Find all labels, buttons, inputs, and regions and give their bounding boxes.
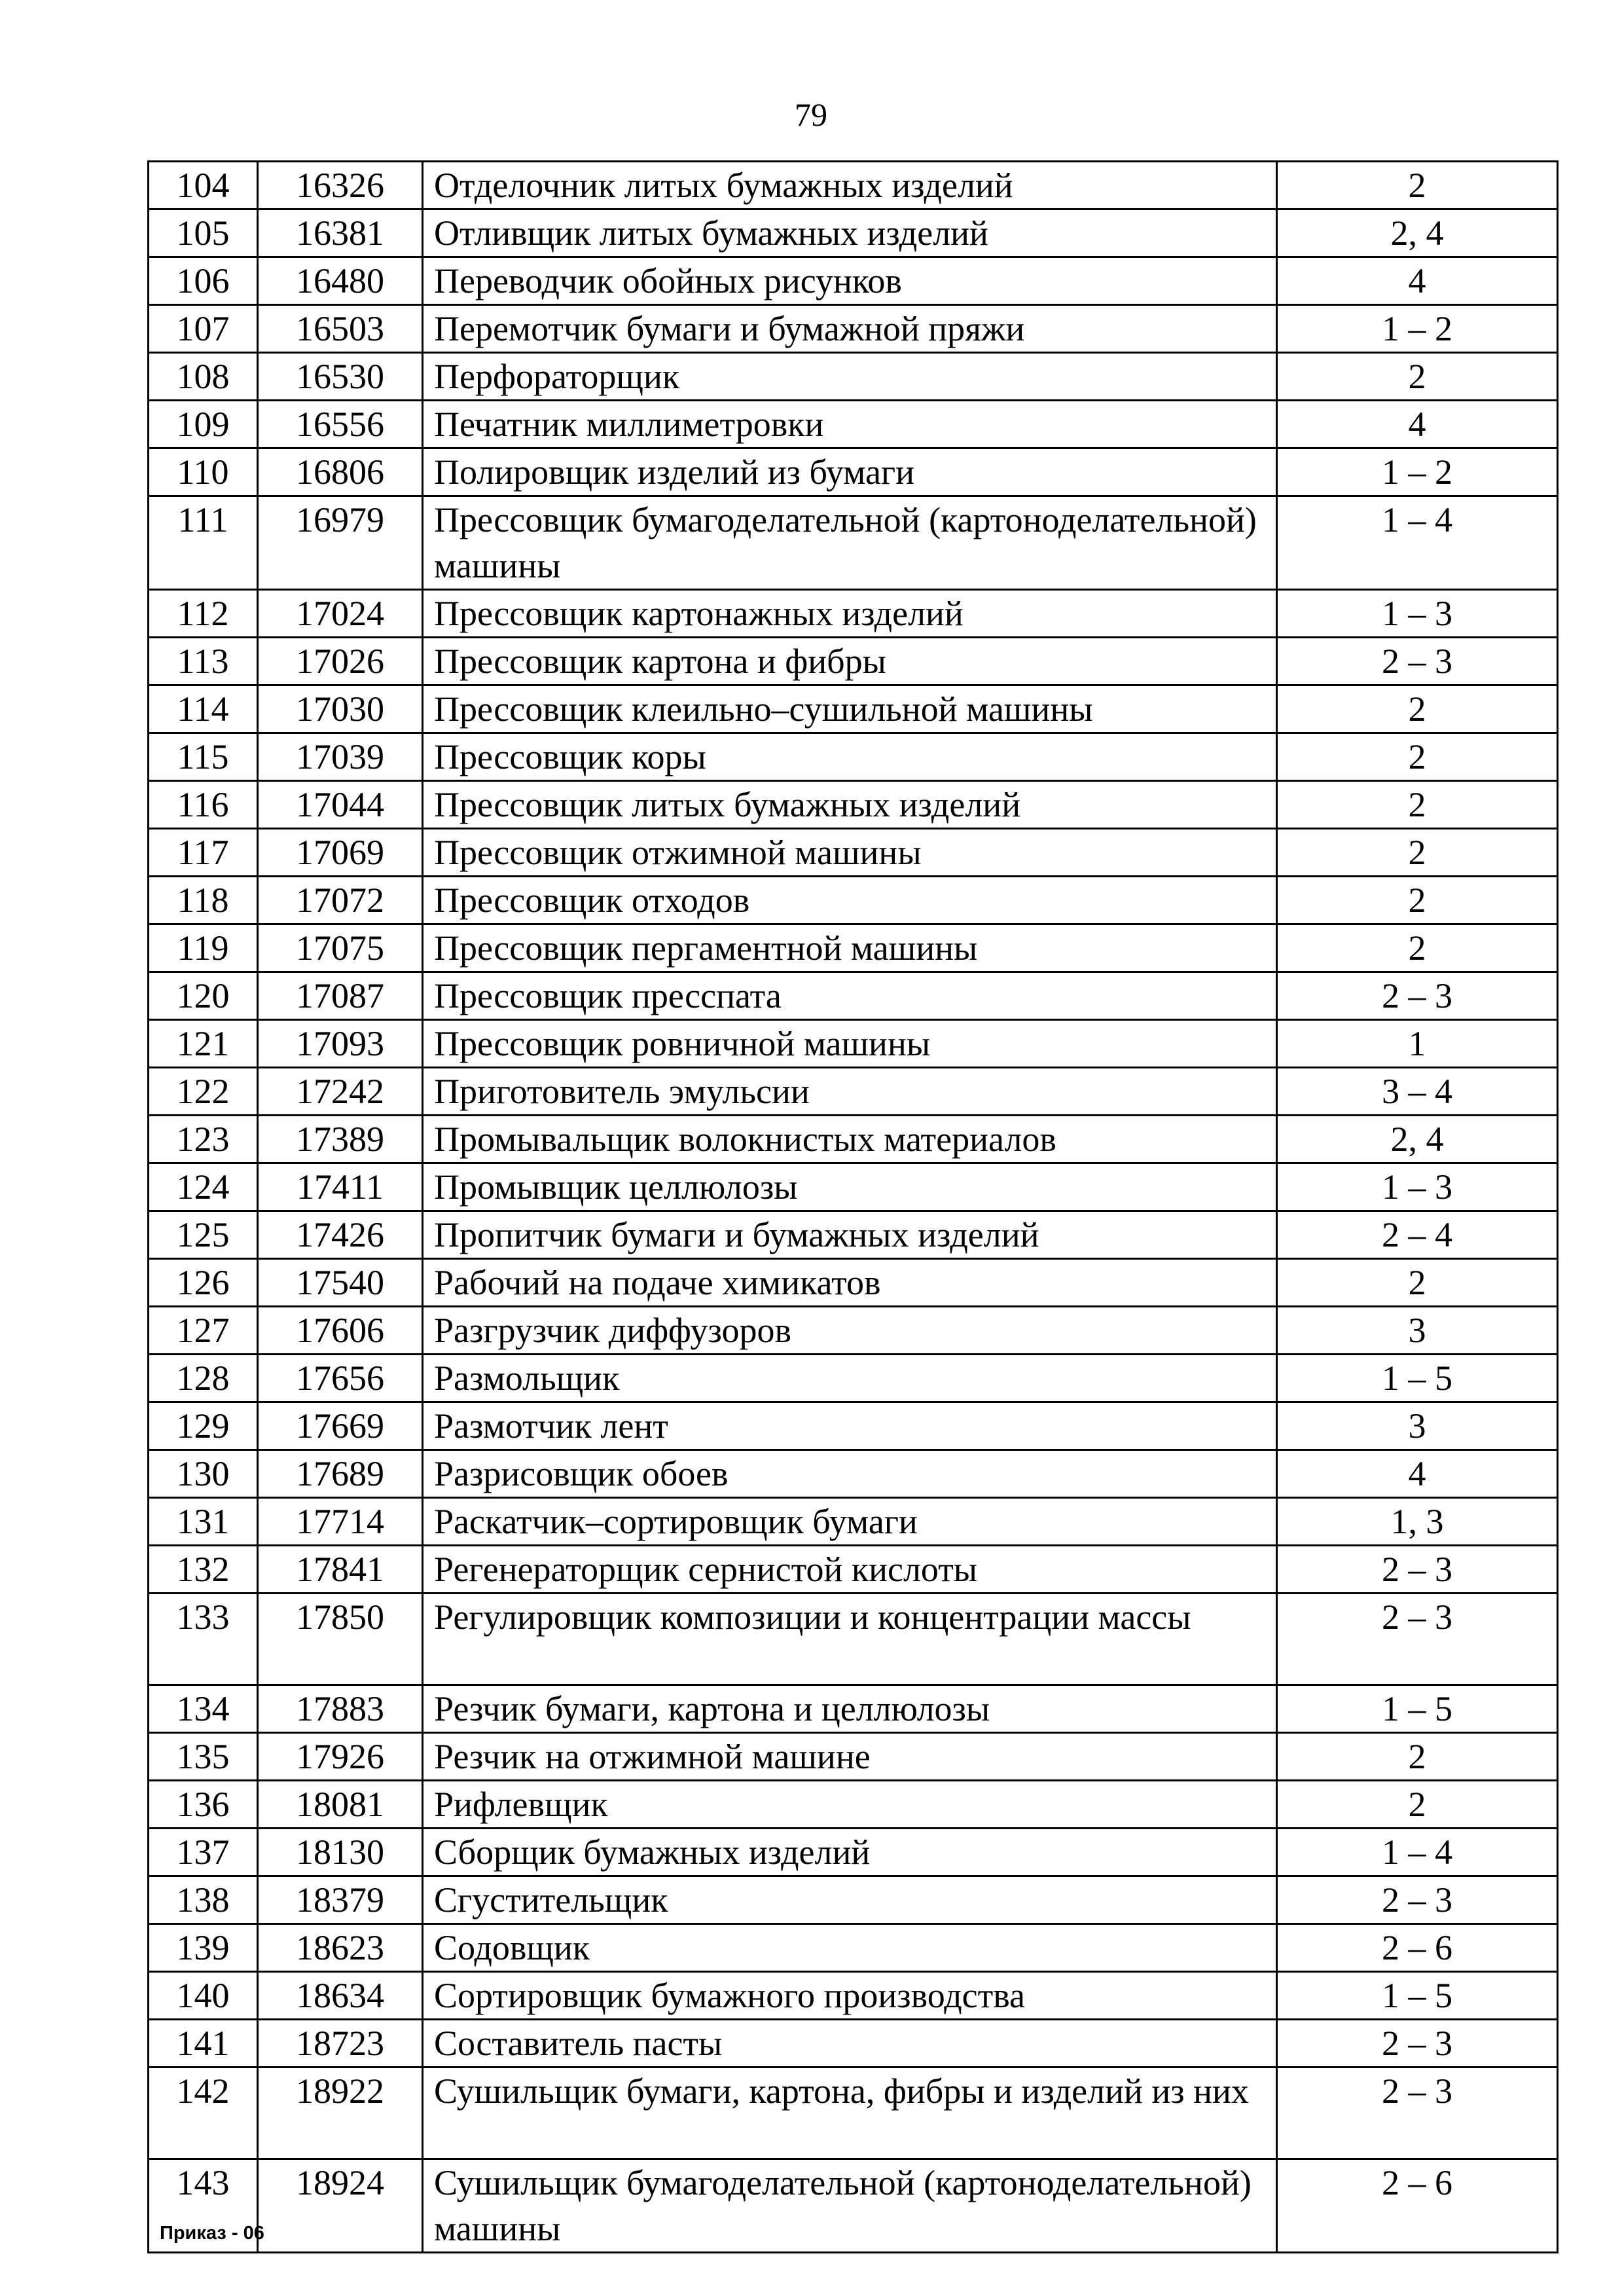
profession-name: Промывальщик волокнистых материалов <box>423 1116 1277 1163</box>
grade-range: 2 – 3 <box>1277 2020 1558 2068</box>
row-number: 139 <box>149 1924 258 1972</box>
row-number: 111 <box>149 496 258 590</box>
grade-range: 1 – 5 <box>1277 1972 1558 2020</box>
grade-range: 4 <box>1277 401 1558 448</box>
grade-range: 2 – 3 <box>1277 1876 1558 1924</box>
grade-range: 2 <box>1277 924 1558 972</box>
table-row <box>149 2020 1558 2068</box>
table-row <box>149 1546 1558 1594</box>
grade-range: 2 <box>1277 1781 1558 1829</box>
profession-code: 16326 <box>258 162 423 210</box>
table-row <box>149 1876 1558 1924</box>
grade-range: 1 – 3 <box>1277 590 1558 638</box>
profession-code: 17030 <box>258 685 423 733</box>
row-number: 132 <box>149 1546 258 1594</box>
row-number: 126 <box>149 1259 258 1307</box>
profession-code: 18922 <box>258 2068 423 2159</box>
grade-range: 1 – 2 <box>1277 448 1558 496</box>
row-number: 123 <box>149 1116 258 1163</box>
profession-name: Регулировщик композиции и концентрации массы <box>423 1594 1277 1685</box>
profession-code: 16381 <box>258 210 423 257</box>
table-row <box>149 257 1558 305</box>
row-number: 110 <box>149 448 258 496</box>
profession-code: 16530 <box>258 353 423 401</box>
profession-name: Переводчик обойных рисунков <box>423 257 1277 305</box>
grade-range: 2, 4 <box>1277 210 1558 257</box>
profession-name: Прессовщик отходов <box>423 877 1277 924</box>
table-row <box>149 781 1558 829</box>
row-number: 127 <box>149 1307 258 1355</box>
profession-code: 17689 <box>258 1450 423 1498</box>
profession-name: Прессовщик картонажных изделий <box>423 590 1277 638</box>
profession-code: 18634 <box>258 1972 423 2020</box>
profession-code: 17087 <box>258 972 423 1020</box>
profession-code: 16480 <box>258 257 423 305</box>
profession-code: 17024 <box>258 590 423 638</box>
profession-name: Прессовщик литых бумажных изделий <box>423 781 1277 829</box>
profession-name: Промывщик целлюлозы <box>423 1163 1277 1211</box>
profession-code: 16503 <box>258 305 423 353</box>
grade-range: 1 – 3 <box>1277 1163 1558 1211</box>
table-row <box>149 1450 1558 1498</box>
row-number: 116 <box>149 781 258 829</box>
profession-name: Резчик на отжимной машине <box>423 1733 1277 1781</box>
table-row <box>149 1829 1558 1876</box>
profession-name: Прессовщик коры <box>423 733 1277 781</box>
profession-code: 17242 <box>258 1068 423 1116</box>
table-row <box>149 305 1558 353</box>
table-row <box>149 353 1558 401</box>
profession-name: Регенераторщик сернистой кислоты <box>423 1546 1277 1594</box>
profession-code: 18924 <box>258 2159 423 2253</box>
table-row <box>149 162 1558 210</box>
row-number: 122 <box>149 1068 258 1116</box>
profession-name: Прессовщик картона и фибры <box>423 638 1277 685</box>
profession-code: 17714 <box>258 1498 423 1546</box>
profession-name: Отливщик литых бумажных изделий <box>423 210 1277 257</box>
grade-range: 2 – 3 <box>1277 2068 1558 2159</box>
grade-range: 2 – 3 <box>1277 1594 1558 1685</box>
row-number: 121 <box>149 1020 258 1068</box>
grade-range: 2 – 3 <box>1277 1546 1558 1594</box>
grade-range: 1 <box>1277 1020 1558 1068</box>
row-number: 114 <box>149 685 258 733</box>
table-row <box>149 1068 1558 1116</box>
row-number: 130 <box>149 1450 258 1498</box>
profession-name: Отделочник литых бумажных изделий <box>423 162 1277 210</box>
grade-range: 2 – 6 <box>1277 1924 1558 1972</box>
profession-name: Составитель пасты <box>423 2020 1277 2068</box>
grade-range: 2 <box>1277 162 1558 210</box>
profession-name: Резчик бумаги, картона и целлюлозы <box>423 1685 1277 1733</box>
grade-range: 3 <box>1277 1307 1558 1355</box>
profession-code: 17850 <box>258 1594 423 1685</box>
row-number: 124 <box>149 1163 258 1211</box>
grade-range: 2, 4 <box>1277 1116 1558 1163</box>
table-row <box>149 401 1558 448</box>
table-row <box>149 1498 1558 1546</box>
table-row <box>149 829 1558 877</box>
profession-code: 17072 <box>258 877 423 924</box>
profession-name: Разгрузчик диффузоров <box>423 1307 1277 1355</box>
profession-name: Размольщик <box>423 1355 1277 1402</box>
table-row <box>149 1020 1558 1068</box>
profession-code: 18130 <box>258 1829 423 1876</box>
table-row <box>149 496 1558 590</box>
profession-code: 18623 <box>258 1924 423 1972</box>
grade-range: 2 <box>1277 877 1558 924</box>
row-number: 118 <box>149 877 258 924</box>
row-number: 107 <box>149 305 258 353</box>
grade-range: 4 <box>1277 1450 1558 1498</box>
row-number: 137 <box>149 1829 258 1876</box>
grade-range: 1, 3 <box>1277 1498 1558 1546</box>
table-row <box>149 590 1558 638</box>
grade-range: 1 – 5 <box>1277 1685 1558 1733</box>
row-number: 143 <box>149 2159 258 2253</box>
row-number: 105 <box>149 210 258 257</box>
grade-range: 2 – 3 <box>1277 638 1558 685</box>
profession-name: Прессовщик клеильно–сушильной машины <box>423 685 1277 733</box>
row-number: 109 <box>149 401 258 448</box>
profession-code: 17883 <box>258 1685 423 1733</box>
profession-name: Печатник миллиметровки <box>423 401 1277 448</box>
grade-range: 2 <box>1277 685 1558 733</box>
profession-code: 17540 <box>258 1259 423 1307</box>
profession-name: Рабочий на подаче химикатов <box>423 1259 1277 1307</box>
profession-code: 17075 <box>258 924 423 972</box>
grade-range: 2 <box>1277 1733 1558 1781</box>
profession-code: 18723 <box>258 2020 423 2068</box>
profession-code: 18081 <box>258 1781 423 1829</box>
table-row <box>149 2159 1558 2253</box>
profession-name: Прессовщик пресспата <box>423 972 1277 1020</box>
profession-name: Приготовитель эмульсии <box>423 1068 1277 1116</box>
profession-name: Сборщик бумажных изделий <box>423 1829 1277 1876</box>
table-row <box>149 1355 1558 1402</box>
table-row <box>149 924 1558 972</box>
grade-range: 2 – 4 <box>1277 1211 1558 1259</box>
table-row <box>149 1402 1558 1450</box>
grade-range: 2 <box>1277 829 1558 877</box>
profession-code: 16806 <box>258 448 423 496</box>
row-number: 140 <box>149 1972 258 2020</box>
table-row <box>149 448 1558 496</box>
table-row <box>149 210 1558 257</box>
row-number: 125 <box>149 1211 258 1259</box>
table-row <box>149 1307 1558 1355</box>
profession-code: 16556 <box>258 401 423 448</box>
footer-order-label: Приказ - 06 <box>160 2223 264 2244</box>
grade-range: 2 <box>1277 1259 1558 1307</box>
profession-name: Сушильщик бумагоделательной (картоноделательной) машины <box>423 2159 1277 2253</box>
profession-name: Пропитчик бумаги и бумажных изделий <box>423 1211 1277 1259</box>
profession-name: Прессовщик отжимной машины <box>423 829 1277 877</box>
profession-name: Прессовщик бумагоделательной (картоноделательной) машины <box>423 496 1277 590</box>
profession-code: 17026 <box>258 638 423 685</box>
grade-range: 2 – 6 <box>1277 2159 1558 2253</box>
table-row <box>149 1733 1558 1781</box>
profession-name: Сгустительщик <box>423 1876 1277 1924</box>
row-number: 129 <box>149 1402 258 1450</box>
profession-code: 17669 <box>258 1402 423 1450</box>
profession-name: Сушильщик бумаги, картона, фибры и изделий из них <box>423 2068 1277 2159</box>
grade-range: 1 – 4 <box>1277 1829 1558 1876</box>
row-number: 112 <box>149 590 258 638</box>
profession-code: 17841 <box>258 1546 423 1594</box>
row-number: 138 <box>149 1876 258 1924</box>
grade-range: 2 <box>1277 781 1558 829</box>
grade-range: 1 – 4 <box>1277 496 1558 590</box>
profession-name: Рифлевщик <box>423 1781 1277 1829</box>
table-row <box>149 1972 1558 2020</box>
table-row <box>149 877 1558 924</box>
row-number: 120 <box>149 972 258 1020</box>
profession-name: Перемотчик бумаги и бумажной пряжи <box>423 305 1277 353</box>
profession-code: 17411 <box>258 1163 423 1211</box>
profession-code: 17039 <box>258 733 423 781</box>
profession-name: Разрисовщик обоев <box>423 1450 1277 1498</box>
page-number: 79 <box>795 96 827 133</box>
profession-name: Прессовщик ровничной машины <box>423 1020 1277 1068</box>
row-number: 133 <box>149 1594 258 1685</box>
table-row <box>149 1163 1558 1211</box>
row-number: 136 <box>149 1781 258 1829</box>
profession-name: Перфораторщик <box>423 353 1277 401</box>
row-number: 131 <box>149 1498 258 1546</box>
profession-name: Раскатчик–сортировщик бумаги <box>423 1498 1277 1546</box>
row-number: 115 <box>149 733 258 781</box>
row-number: 134 <box>149 1685 258 1733</box>
profession-name: Содовщик <box>423 1924 1277 1972</box>
table-row <box>149 733 1558 781</box>
table-row <box>149 1116 1558 1163</box>
row-number: 113 <box>149 638 258 685</box>
table-row <box>149 1594 1558 1685</box>
row-number: 117 <box>149 829 258 877</box>
profession-code: 17389 <box>258 1116 423 1163</box>
profession-name: Прессовщик пергаментной машины <box>423 924 1277 972</box>
row-number: 119 <box>149 924 258 972</box>
profession-name: Сортировщик бумажного производства <box>423 1972 1277 2020</box>
profession-code: 16979 <box>258 496 423 590</box>
row-number: 141 <box>149 2020 258 2068</box>
table-row <box>149 1685 1558 1733</box>
profession-name: Размотчик лент <box>423 1402 1277 1450</box>
row-number: 108 <box>149 353 258 401</box>
grade-range: 4 <box>1277 257 1558 305</box>
table-row <box>149 2068 1558 2159</box>
table-row <box>149 1211 1558 1259</box>
profession-code: 17926 <box>258 1733 423 1781</box>
profession-code: 17093 <box>258 1020 423 1068</box>
profession-name: Полировщик изделий из бумаги <box>423 448 1277 496</box>
profession-code: 17606 <box>258 1307 423 1355</box>
grade-range: 1 – 5 <box>1277 1355 1558 1402</box>
table-row <box>149 685 1558 733</box>
profession-code: 17069 <box>258 829 423 877</box>
table-row <box>149 972 1558 1020</box>
row-number: 106 <box>149 257 258 305</box>
grade-range: 2 – 3 <box>1277 972 1558 1020</box>
profession-code: 17656 <box>258 1355 423 1402</box>
table-row <box>149 1781 1558 1829</box>
grade-range: 1 – 2 <box>1277 305 1558 353</box>
table-row <box>149 1924 1558 1972</box>
table-row <box>149 638 1558 685</box>
profession-code: 17044 <box>258 781 423 829</box>
row-number: 128 <box>149 1355 258 1402</box>
grade-range: 3 <box>1277 1402 1558 1450</box>
row-number: 135 <box>149 1733 258 1781</box>
profession-code: 17426 <box>258 1211 423 1259</box>
grade-range: 3 – 4 <box>1277 1068 1558 1116</box>
professions-table <box>147 160 1559 2253</box>
table-row <box>149 1259 1558 1307</box>
grade-range: 2 <box>1277 733 1558 781</box>
profession-code: 18379 <box>258 1876 423 1924</box>
row-number: 104 <box>149 162 258 210</box>
grade-range: 2 <box>1277 353 1558 401</box>
row-number: 142 <box>149 2068 258 2159</box>
